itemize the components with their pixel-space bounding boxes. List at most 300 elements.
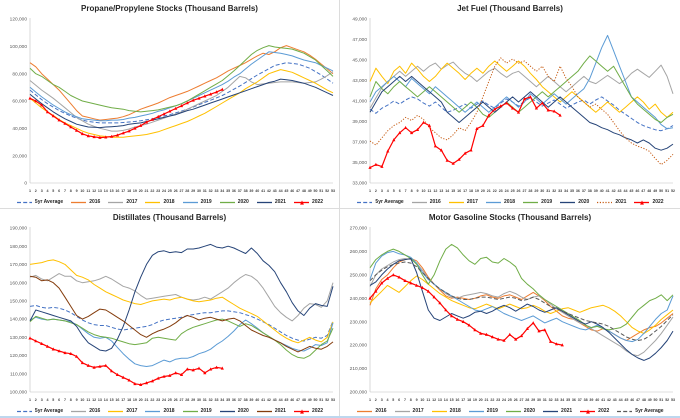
- svg-text:120,000: 120,000: [9, 17, 27, 23]
- svg-text:9: 9: [75, 398, 78, 402]
- y-axis-labels: [10, 17, 28, 187]
- svg-text:52: 52: [325, 398, 330, 402]
- svg-text:17: 17: [461, 398, 466, 402]
- svg-text:5: 5: [392, 189, 395, 193]
- legend-swatch-2016: [356, 408, 373, 415]
- svg-text:29: 29: [531, 398, 536, 402]
- svg-text:23: 23: [498, 189, 503, 193]
- svg-text:47: 47: [636, 398, 640, 402]
- svg-text:27: 27: [522, 189, 527, 193]
- svg-text:30: 30: [197, 398, 201, 402]
- svg-text:35: 35: [570, 189, 574, 193]
- svg-text:20: 20: [138, 398, 143, 402]
- svg-text:50: 50: [653, 398, 658, 402]
- chart-title-distillates: Distillates (Thousand Barrels): [112, 213, 227, 222]
- svg-text:14: 14: [103, 189, 108, 193]
- series-2019: [30, 52, 333, 121]
- svg-text:1: 1: [29, 398, 31, 402]
- svg-text:8: 8: [409, 398, 412, 402]
- legend-item-2017: [448, 199, 478, 206]
- svg-text:32: 32: [552, 189, 557, 193]
- panel-jet-fuel: [340, 0, 680, 209]
- svg-text:21: 21: [486, 189, 491, 193]
- svg-text:4: 4: [386, 398, 389, 402]
- svg-text:140,000: 140,000: [9, 317, 27, 323]
- svg-text:260,000: 260,000: [349, 250, 367, 255]
- svg-text:20: 20: [478, 398, 483, 402]
- legend-label: 2021: [274, 199, 286, 205]
- legend-label: 2021: [561, 408, 573, 414]
- svg-text:41: 41: [601, 398, 606, 402]
- svg-text:19: 19: [474, 189, 479, 193]
- svg-text:21: 21: [144, 398, 149, 402]
- legend-item-2021: [542, 408, 572, 415]
- svg-text:10: 10: [80, 189, 85, 193]
- svg-text:9: 9: [416, 189, 419, 193]
- legend-item-2022: [293, 408, 323, 415]
- svg-text:42: 42: [611, 189, 616, 193]
- svg-text:26: 26: [173, 398, 178, 402]
- svg-text:25: 25: [507, 398, 512, 402]
- legend-swatch-2022: [293, 199, 310, 206]
- svg-text:18: 18: [469, 189, 473, 193]
- series-5yr-average: [370, 262, 673, 341]
- svg-text:24: 24: [162, 398, 166, 402]
- svg-text:44: 44: [278, 398, 283, 402]
- legend-swatch-2021: [542, 408, 559, 415]
- svg-text:16: 16: [457, 189, 462, 193]
- legend-swatch-5yr-average: [16, 199, 33, 206]
- svg-text:47: 47: [296, 398, 300, 402]
- svg-text:270,000: 270,000: [349, 226, 367, 232]
- svg-text:23: 23: [156, 398, 161, 402]
- series-2017: [30, 72, 333, 132]
- legend-item-2019: [182, 408, 212, 415]
- legend-label: 2018: [163, 199, 175, 205]
- legend-item-2017: [107, 408, 137, 415]
- legend-item-5yr-average: [616, 408, 663, 415]
- svg-text:12: 12: [92, 398, 97, 402]
- svg-text:46: 46: [630, 398, 635, 402]
- svg-text:31: 31: [202, 189, 207, 193]
- legend-swatch-2019: [468, 408, 485, 415]
- svg-text:8: 8: [410, 189, 413, 193]
- svg-text:43: 43: [617, 189, 622, 193]
- svg-text:17: 17: [463, 189, 468, 193]
- svg-text:33: 33: [554, 398, 559, 402]
- legend-label: 2020: [237, 199, 249, 205]
- svg-text:41: 41: [261, 189, 266, 193]
- svg-text:27: 27: [519, 398, 524, 402]
- svg-text:36: 36: [571, 398, 576, 402]
- legend-jet-fuel: [340, 196, 680, 208]
- legend-swatch-2021: [596, 199, 613, 206]
- legend-swatch-2022: [293, 408, 310, 415]
- svg-text:41: 41: [605, 189, 610, 193]
- legend-label: 2018: [503, 199, 516, 205]
- svg-text:49: 49: [307, 189, 312, 193]
- svg-text:150,000: 150,000: [9, 299, 27, 305]
- series-2020: [30, 46, 333, 112]
- svg-text:6: 6: [398, 398, 401, 402]
- svg-text:23: 23: [156, 189, 161, 193]
- svg-text:1: 1: [29, 189, 31, 193]
- legend-label: 2019: [200, 199, 212, 205]
- svg-text:52: 52: [671, 189, 675, 193]
- svg-text:250,000: 250,000: [349, 273, 367, 279]
- svg-text:41,000: 41,000: [352, 99, 367, 105]
- legend-item-2017: [107, 199, 137, 206]
- legend-swatch-2020: [219, 408, 236, 415]
- svg-text:32: 32: [208, 189, 213, 193]
- svg-text:10: 10: [80, 398, 85, 402]
- legend-swatch-2019: [522, 199, 539, 206]
- svg-text:39: 39: [593, 189, 598, 193]
- legend-item-2021: [256, 408, 286, 415]
- svg-text:11: 11: [427, 189, 432, 193]
- svg-text:100,000: 100,000: [9, 390, 27, 396]
- svg-text:38: 38: [583, 398, 588, 402]
- svg-text:42: 42: [266, 398, 271, 402]
- svg-text:33: 33: [558, 189, 563, 193]
- svg-text:26: 26: [513, 398, 518, 402]
- series-2019: [370, 251, 673, 341]
- legend-item-2016: [70, 408, 100, 415]
- legend-swatch-2022: [633, 199, 650, 206]
- svg-text:12: 12: [433, 189, 438, 193]
- legend-item-2020: [219, 199, 249, 206]
- svg-text:18: 18: [467, 398, 472, 402]
- svg-text:12: 12: [92, 189, 97, 193]
- svg-text:16: 16: [455, 398, 460, 402]
- svg-text:49: 49: [647, 398, 652, 402]
- panel-distillates: [0, 209, 340, 418]
- legend-label: 2016: [429, 199, 441, 205]
- legend-label: 2019: [541, 199, 553, 205]
- legend-swatch-2021: [256, 199, 273, 206]
- svg-text:28: 28: [528, 189, 533, 193]
- legend-label: 2019: [486, 408, 498, 414]
- legend-label: 5yr Average: [34, 408, 64, 414]
- y-axis-labels: [10, 226, 28, 396]
- svg-text:34: 34: [220, 189, 225, 193]
- legend-label: 5yr Average: [34, 199, 64, 205]
- legend-label: 2020: [523, 408, 536, 414]
- y-axis-labels: [352, 17, 367, 187]
- svg-text:43,000: 43,000: [352, 79, 367, 85]
- svg-text:29: 29: [191, 398, 196, 402]
- svg-text:40: 40: [255, 189, 260, 193]
- legend-swatch-2022: [579, 408, 596, 415]
- svg-text:43: 43: [272, 189, 277, 193]
- svg-text:47: 47: [641, 189, 646, 193]
- svg-text:35,000: 35,000: [352, 161, 367, 167]
- marker-2022: [28, 97, 31, 100]
- svg-text:41: 41: [261, 398, 266, 402]
- svg-text:3: 3: [380, 189, 383, 193]
- svg-text:31: 31: [546, 189, 551, 193]
- svg-text:220,000: 220,000: [349, 343, 367, 349]
- chart-title-propane: Propane/Propylene Stocks (Thousand Barrels): [81, 4, 258, 13]
- series-2020: [370, 244, 673, 330]
- svg-text:52: 52: [665, 398, 670, 402]
- svg-text:26: 26: [173, 189, 178, 193]
- svg-text:25: 25: [167, 398, 172, 402]
- svg-text:8: 8: [69, 398, 72, 402]
- svg-text:33: 33: [214, 398, 219, 402]
- legend-label: 2020: [578, 199, 590, 205]
- svg-text:32: 32: [208, 398, 213, 402]
- marker-2022: [221, 88, 224, 91]
- legend-label: 2022: [311, 408, 324, 414]
- svg-text:4: 4: [46, 189, 49, 193]
- series-2021: [370, 259, 673, 361]
- chart-title-motor-gasoline: Motor Gasoline Stocks (Thousand Barrels): [428, 213, 592, 222]
- legend-item-2018: [144, 199, 174, 206]
- svg-text:36: 36: [231, 189, 236, 193]
- svg-text:38: 38: [587, 189, 592, 193]
- svg-text:27: 27: [179, 189, 184, 193]
- legend-label: 2016: [375, 408, 387, 414]
- svg-text:27: 27: [179, 398, 184, 402]
- marker-2022: [532, 321, 535, 324]
- legend-label: 2016: [89, 408, 101, 414]
- legend-swatch-2018: [485, 199, 502, 206]
- svg-text:26: 26: [516, 189, 521, 193]
- svg-text:53: 53: [331, 398, 335, 402]
- legend-item-2018: [431, 408, 461, 415]
- svg-text:2: 2: [34, 398, 37, 402]
- svg-text:42: 42: [266, 189, 271, 193]
- legend-item-2019: [522, 199, 552, 206]
- svg-text:34: 34: [220, 398, 225, 402]
- series-2022: [370, 275, 562, 345]
- svg-text:30: 30: [537, 398, 541, 402]
- series-2016: [30, 46, 333, 121]
- svg-text:7: 7: [64, 189, 66, 193]
- svg-text:16: 16: [115, 189, 120, 193]
- series-2016: [370, 62, 673, 108]
- legend-swatch-2020: [505, 408, 522, 415]
- legend-item-2018: [485, 199, 515, 206]
- svg-text:43: 43: [612, 398, 617, 402]
- legend-propane: [0, 196, 339, 208]
- legend-swatch-2017: [448, 199, 465, 206]
- legend-item-2020: [505, 408, 535, 415]
- legend-swatch-2016: [411, 199, 428, 206]
- svg-text:4: 4: [46, 398, 49, 402]
- x-axis-labels: [29, 398, 335, 402]
- motor-gasoline-chart-plot: [340, 224, 680, 405]
- legend-item-2017: [394, 408, 424, 415]
- legend-label: 2017: [126, 408, 138, 414]
- svg-text:21: 21: [144, 189, 149, 193]
- legend-swatch-5yr-average: [616, 408, 633, 415]
- svg-text:40,000: 40,000: [12, 126, 27, 132]
- svg-text:190,000: 190,000: [9, 226, 27, 232]
- svg-text:6: 6: [58, 189, 61, 193]
- svg-text:42: 42: [606, 398, 611, 402]
- legend-item-2018: [144, 408, 174, 415]
- legend-item-2022: [579, 408, 609, 415]
- svg-text:22: 22: [150, 398, 155, 402]
- legend-item-5yr-average: [16, 408, 63, 415]
- legend-swatch-2018: [144, 199, 161, 206]
- svg-text:49: 49: [307, 398, 312, 402]
- svg-text:30: 30: [197, 189, 201, 193]
- legend-item-2016: [411, 199, 441, 206]
- x-axis-labels: [29, 189, 335, 193]
- svg-text:39,000: 39,000: [352, 120, 367, 126]
- svg-text:5: 5: [392, 398, 395, 402]
- svg-text:11: 11: [86, 398, 91, 402]
- svg-text:13: 13: [439, 189, 444, 193]
- series-5yr-average: [370, 97, 673, 131]
- legend-label: 2017: [466, 199, 478, 205]
- svg-text:15: 15: [109, 189, 114, 193]
- svg-text:31: 31: [542, 398, 547, 402]
- legend-label: 2021: [274, 408, 286, 414]
- series-2018: [370, 35, 673, 128]
- svg-text:4: 4: [386, 189, 389, 193]
- svg-text:60,000: 60,000: [12, 99, 27, 105]
- svg-text:15: 15: [449, 398, 454, 402]
- svg-text:47,000: 47,000: [352, 38, 367, 44]
- svg-text:24: 24: [162, 189, 166, 193]
- svg-text:5: 5: [52, 398, 55, 402]
- svg-text:10: 10: [421, 189, 426, 193]
- svg-text:100,000: 100,000: [9, 44, 27, 50]
- propane-chart-plot: [0, 15, 340, 196]
- svg-text:32: 32: [548, 398, 553, 402]
- svg-text:15: 15: [451, 189, 456, 193]
- legend-item-2016: [356, 408, 386, 415]
- svg-text:39: 39: [249, 189, 254, 193]
- svg-text:240,000: 240,000: [349, 296, 367, 302]
- svg-text:28: 28: [525, 398, 530, 402]
- svg-text:37: 37: [581, 189, 586, 193]
- svg-text:130,000: 130,000: [9, 335, 27, 341]
- jet-fuel-chart-plot: [340, 15, 680, 196]
- svg-text:9: 9: [75, 189, 78, 193]
- svg-text:47: 47: [296, 189, 300, 193]
- panel-motor-gasoline-stocks: [340, 209, 680, 418]
- svg-text:50: 50: [659, 189, 664, 193]
- legend-swatch-2020: [219, 199, 236, 206]
- legend-label: 2019: [200, 408, 212, 414]
- svg-text:11: 11: [426, 398, 431, 402]
- svg-text:19: 19: [132, 398, 137, 402]
- x-axis-labels: [369, 398, 675, 402]
- distillates-chart-plot: [0, 224, 340, 405]
- svg-text:2: 2: [374, 189, 377, 193]
- series-2019: [30, 316, 333, 358]
- svg-text:28: 28: [185, 189, 190, 193]
- svg-text:7: 7: [64, 398, 66, 402]
- svg-text:20: 20: [138, 189, 143, 193]
- marker-2022: [469, 148, 472, 151]
- legend-label: 2022: [652, 199, 664, 205]
- svg-text:29: 29: [191, 189, 196, 193]
- svg-text:33,000: 33,000: [352, 181, 367, 187]
- svg-text:48: 48: [641, 398, 646, 402]
- legend-label: 2020: [237, 408, 249, 414]
- svg-text:13: 13: [437, 398, 442, 402]
- svg-text:33: 33: [214, 189, 219, 193]
- svg-text:14: 14: [443, 398, 448, 402]
- svg-text:29: 29: [534, 189, 539, 193]
- legend-label: 5yr Average: [635, 408, 664, 414]
- y-axis-labels: [350, 226, 368, 396]
- svg-text:25: 25: [510, 189, 515, 193]
- svg-text:39: 39: [589, 398, 594, 402]
- series-2019: [370, 56, 673, 123]
- svg-text:51: 51: [659, 398, 664, 402]
- series-2022: [30, 338, 222, 385]
- legend-swatch-2019: [182, 199, 199, 206]
- svg-text:20,000: 20,000: [12, 154, 27, 160]
- svg-text:11: 11: [86, 189, 91, 193]
- svg-text:46: 46: [290, 398, 295, 402]
- svg-text:13: 13: [97, 398, 102, 402]
- chart-title-jet-fuel: Jet Fuel (Thousand Barrels): [457, 4, 563, 13]
- legend-item-5yr-average: [356, 199, 403, 206]
- svg-text:38: 38: [243, 189, 248, 193]
- svg-text:34: 34: [564, 189, 569, 193]
- svg-text:38: 38: [243, 398, 248, 402]
- svg-text:80,000: 80,000: [12, 72, 27, 78]
- panel-propane-propylene-stocks: [0, 0, 340, 209]
- svg-text:45: 45: [624, 398, 629, 402]
- svg-text:230,000: 230,000: [349, 320, 367, 326]
- svg-text:18: 18: [127, 189, 132, 193]
- svg-text:17: 17: [121, 398, 126, 402]
- marker-2022: [392, 273, 395, 276]
- legend-swatch-2021: [256, 408, 273, 415]
- svg-text:37,000: 37,000: [352, 140, 367, 146]
- svg-text:120,000: 120,000: [9, 354, 27, 360]
- svg-text:20: 20: [480, 189, 485, 193]
- series-2017: [370, 61, 673, 117]
- svg-text:52: 52: [325, 189, 330, 193]
- svg-text:35: 35: [226, 189, 231, 193]
- legend-label: 2017: [126, 199, 138, 205]
- series-5yr-average: [30, 305, 333, 341]
- svg-text:48: 48: [647, 189, 652, 193]
- svg-text:49: 49: [653, 189, 658, 193]
- svg-text:22: 22: [490, 398, 495, 402]
- legend-label: 2022: [598, 408, 610, 414]
- svg-text:40: 40: [599, 189, 604, 193]
- svg-text:45: 45: [284, 189, 289, 193]
- svg-text:40: 40: [595, 398, 600, 402]
- legend-item-2019: [182, 199, 212, 206]
- legend-item-2020: [559, 199, 589, 206]
- svg-text:18: 18: [127, 398, 132, 402]
- svg-text:10: 10: [420, 398, 425, 402]
- legend-swatch-2018: [431, 408, 448, 415]
- legend-label: 2018: [163, 408, 175, 414]
- svg-text:43: 43: [272, 398, 277, 402]
- svg-text:40: 40: [255, 398, 260, 402]
- svg-text:19: 19: [472, 398, 477, 402]
- svg-text:25: 25: [167, 189, 172, 193]
- svg-text:22: 22: [492, 189, 497, 193]
- svg-text:36: 36: [231, 398, 236, 402]
- marker-2022: [404, 126, 407, 129]
- legend-swatch-2017: [107, 408, 124, 415]
- svg-text:170,000: 170,000: [9, 263, 27, 268]
